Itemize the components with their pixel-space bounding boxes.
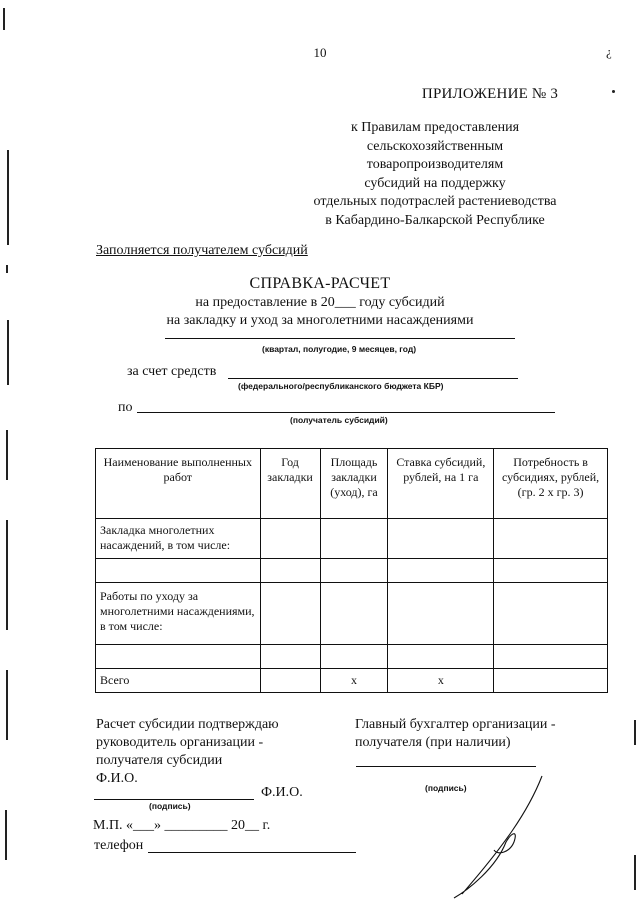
table-cell[interactable] [260, 559, 320, 583]
funds-hint: (федерального/республиканского бюджета КБР) [238, 381, 444, 391]
table-cell[interactable] [494, 669, 608, 693]
recipient-hint: (получатель субсидий) [290, 415, 388, 425]
table-cell[interactable] [320, 559, 388, 583]
row-label[interactable] [96, 645, 261, 669]
head-signature-field[interactable] [94, 799, 254, 800]
appendix-line: субсидий на поддержку [364, 175, 506, 191]
table-cell[interactable] [320, 645, 388, 669]
table-row [96, 519, 608, 559]
edge-mark [6, 670, 8, 740]
edge-mark [6, 520, 8, 630]
table-cell[interactable] [320, 519, 388, 559]
edge-mark [7, 150, 9, 245]
appendix-line: товаропроизводителям [366, 157, 504, 172]
row-label: Всего [96, 669, 261, 693]
signature-text-line: Ф.И.О. [96, 771, 138, 786]
row-label: Работы по уходу за многолетними насаждениями, в том числе: [96, 583, 261, 645]
table-row [96, 559, 608, 583]
accountant-signature-hint: (подпись) [425, 783, 467, 793]
handwritten-signature-stroke [448, 772, 558, 902]
appendix-subtitle [290, 119, 580, 230]
page-number: 10 [313, 45, 327, 60]
table-cell[interactable] [388, 559, 494, 583]
table-cell[interactable] [494, 519, 608, 559]
table-cell[interactable] [260, 583, 320, 645]
funds-label: за счет средств [127, 364, 217, 379]
head-fio-label: Ф.И.О. [261, 785, 303, 800]
table-cell[interactable] [260, 669, 320, 693]
table-cell[interactable] [388, 583, 494, 645]
row-label: Закладка многолетних насаждений, в том числе: [96, 519, 261, 559]
head-confirmation [96, 716, 279, 788]
signature-text-line: Главный бухгалтер организации - [355, 717, 556, 732]
appendix-line: к Правилам предоставления [350, 120, 520, 135]
document-title: СПРАВКА-РАСЧЕТ [249, 275, 391, 292]
table-header-row [96, 449, 608, 519]
table-cell[interactable] [388, 519, 494, 559]
row-label[interactable] [96, 559, 261, 583]
filled-by-note: Заполняется получателем субсидий [96, 243, 308, 258]
corner-mark: ¿ [606, 44, 612, 59]
calculation-table [95, 448, 608, 693]
table-cell[interactable] [494, 645, 608, 669]
document-subtitle-line: на закладку и уход за многолетними насаждениями [166, 313, 474, 328]
funds-field[interactable] [228, 378, 518, 379]
column-header: Площадь закладки (уход), га [320, 449, 388, 519]
signature-text-line: руководитель организации - [96, 735, 264, 750]
accountant-signature-field[interactable] [356, 766, 536, 767]
table-cell[interactable] [494, 559, 608, 583]
table-row [96, 645, 608, 669]
appendix-title: ПРИЛОЖЕНИЕ № 3 [421, 86, 559, 102]
appendix-line: сельскохозяйственным [366, 138, 504, 154]
edge-mark [5, 810, 7, 860]
table-row-total [96, 669, 608, 693]
edge-mark [634, 720, 636, 745]
column-header: Потребность в субсидиях, рублей, (гр. 2 х гр. 3) [494, 449, 608, 519]
table-cell: х [388, 669, 494, 693]
table-cell[interactable] [494, 583, 608, 645]
edge-mark [6, 430, 8, 480]
recipient-label: по [118, 400, 133, 415]
recipient-field[interactable] [137, 412, 555, 413]
appendix-line: в Кабардино-Балкарской Республике [325, 212, 545, 228]
edge-mark [634, 855, 636, 890]
document-subtitle [0, 294, 640, 330]
signature-text-line: получателя субсидии [96, 753, 223, 768]
appendix-line: отдельных подотраслей растениеводства [313, 194, 557, 209]
column-header: Наименование выполненных работ [96, 449, 261, 519]
table-row [96, 583, 608, 645]
head-signature-hint: (подпись) [149, 801, 191, 811]
phone-label: телефон [94, 838, 144, 853]
phone-field[interactable] [148, 852, 356, 853]
signature-text-line: Расчет субсидии подтверждаю [96, 717, 279, 732]
period-field[interactable] [165, 338, 515, 339]
table-cell[interactable] [260, 645, 320, 669]
edge-mark [3, 8, 5, 30]
table-cell[interactable] [320, 583, 388, 645]
chief-accountant-block [355, 716, 556, 752]
column-header: Год закладки [260, 449, 320, 519]
signature-text-line: получателя (при наличии) [355, 735, 511, 750]
column-header: Ставка субсидий, рублей, на 1 га [388, 449, 494, 519]
stamp-date-line: М.П. «___» _________ 20__ г. [93, 818, 271, 833]
edge-mark [6, 265, 8, 273]
table-cell: х [320, 669, 388, 693]
period-hint: (квартал, полугодие, 9 месяцев, год) [262, 344, 417, 354]
document-subtitle-line: на предоставление в 20___ году субсидий [195, 295, 445, 310]
table-cell[interactable] [388, 645, 494, 669]
table-cell[interactable] [260, 519, 320, 559]
